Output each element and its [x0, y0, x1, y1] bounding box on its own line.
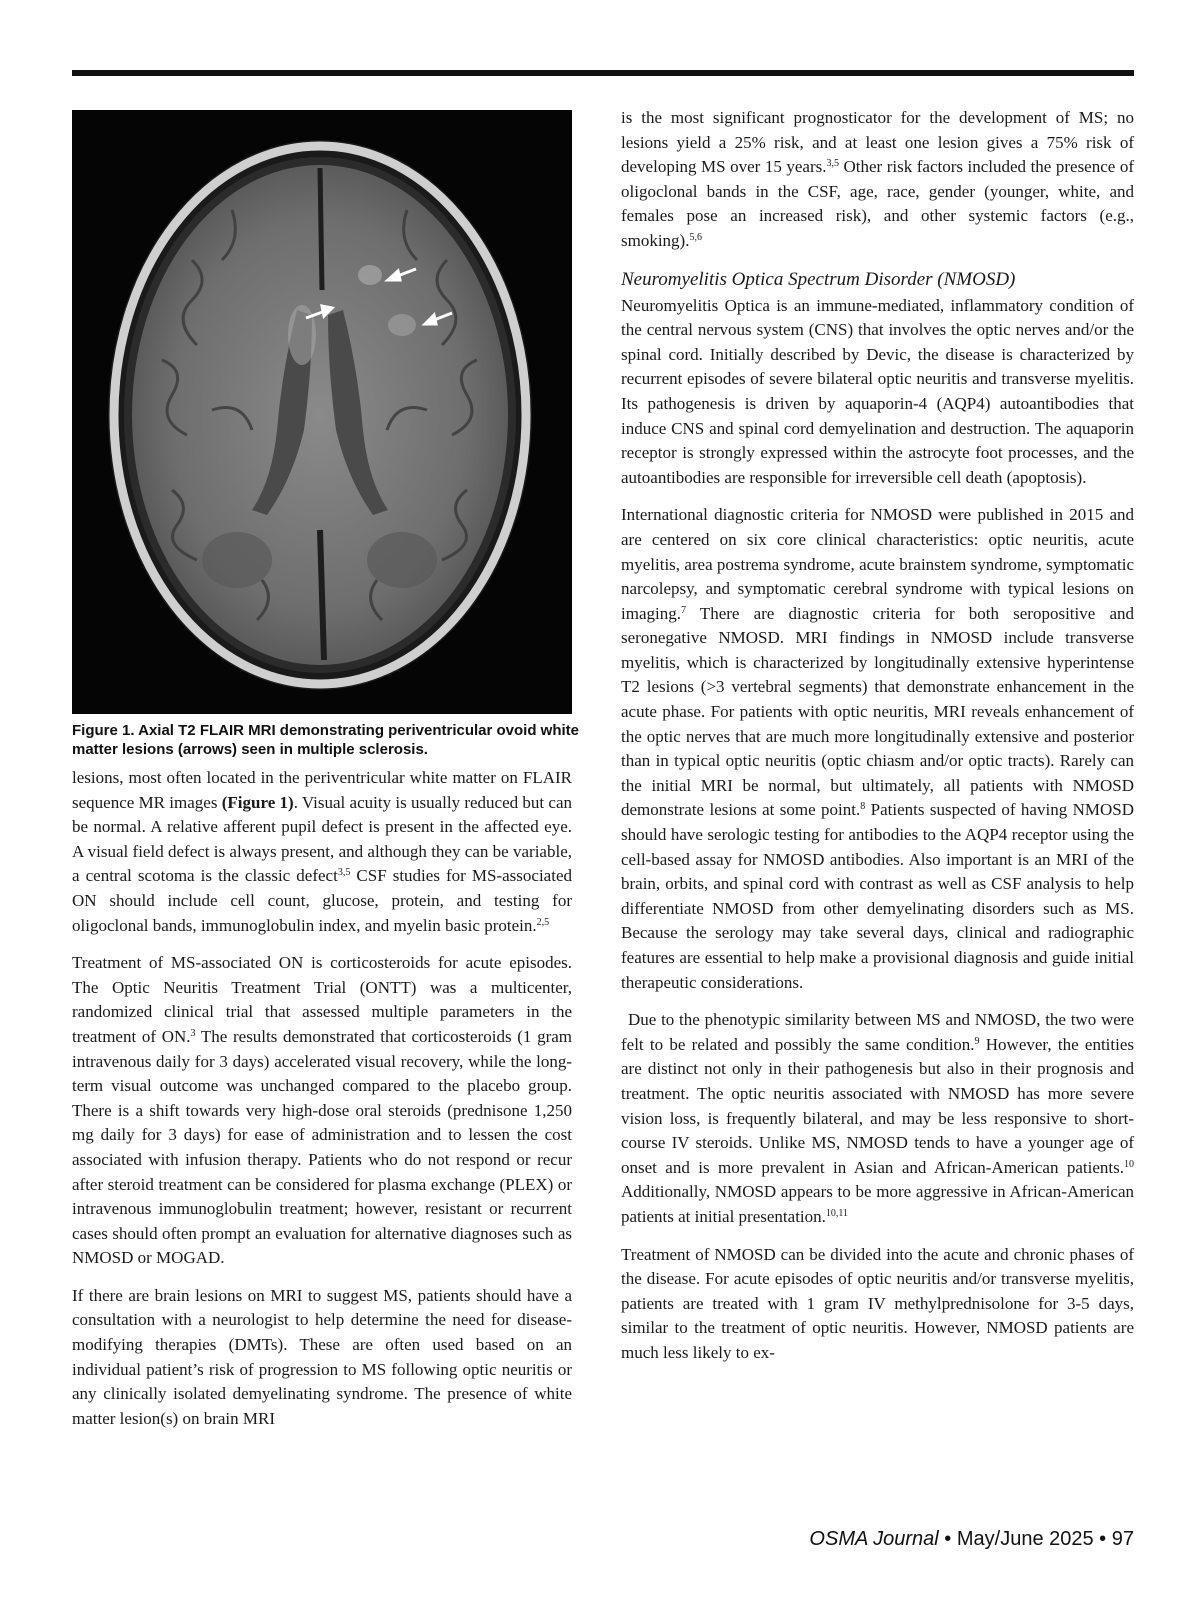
- paragraph: Treatment of MS-associated ON is corticosteroids for acute episodes. The Optic Neuritis Treatment Trial (ONTT) was a multicenter, randomized clinical trial that assessed multiple parameters in the treatment of ON.$^3$ The results demonstrated that corticosteroids (1 gram intravenous daily for 3 days) accelerated visual recovery, while the long-term visual outcome was unchanged compared to the placebo group. There is a shift towards very high-dose oral steroids (prednisone 1,250 mg daily for 3 days) for ease of administration and to lessen the cost associated with infusion therapy. Patients who do not respond or recur after steroid treatment can be considered for plasma exchange (PLEX) or intravenous immunoglobulin treatment; however, resistant or recurrent cases should often prompt an evaluation for alternative diagnoses such as NMOSD or MOGAD.: [72, 953, 572, 1268]
- citation: 3,5: [337, 867, 351, 879]
- journal-name: OSMA Journal: [809, 1528, 939, 1550]
- paragraph: lesions, most often located in the periventricular white matter on FLAIR sequence MR images (Figure 1). Visual acuity is usually reduced but can be normal. A relative afferent pupil defect is present in the affected eye. A visual field defect is always present, and although they can be variable, a central scotoma is the classic defect$^{3,5}$ CSF studies for MS-associated ON should include cell count, glucose, protein, and testing for oligoclonal bands, immunoglobulin index, and myelin basic protein.$^{2,5}$: [72, 768, 573, 935]
- right-column: [621, 106, 1134, 1379]
- figure-1-mri-image: [72, 110, 572, 714]
- axial-flair-mri-brain-image: [72, 110, 572, 714]
- page-number: 97: [1111, 1528, 1134, 1550]
- page-footer: [809, 1528, 1134, 1551]
- citation: 2,5: [536, 916, 550, 928]
- citation: 8: [860, 801, 866, 813]
- footer-separator: •: [1093, 1528, 1112, 1550]
- left-column: [72, 766, 572, 1444]
- paragraph: Neuromyelitis Optica is an immune-mediated, inflammatory condition of the central nervous system (CNS) that involves the optic nerves and/or the spinal cord. Initially described by Devic, the disease is characterized by recurrent episodes of severe bilateral optic neuritis and transverse myelitis. Its pathogenesis is driven by aquaporin-4 (AQP4) autoantibodies that induce CNS and spinal cord demyelination and destruction. The aquaporin receptor is strongly expressed within the astrocyte foot processes, and the autoantibodies are responsible for irreversible cell death (apoptosis).: [621, 295, 1134, 487]
- paragraph: International diagnostic criteria for NMOSD were published in 2015 and are centered on six core clinical characteristics: optic neuritis, acute myelitis, area postrema syndrome, acute brainstem syndrome, symptomatic narcolepsy, and symptomatic cerebral syndrome with typical lesions on imaging.$^7$ There are diagnostic criteria for both seropositive and seronegative NMOSD. MRI findings in NMOSD include transverse myelitis, which is characterized by longitudinally extensive hyperintense T2 lesions (>3 vertebral segments) that demonstrate enhancement in the acute phase. For patients with optic neuritis, MRI reveals enhancement of the optic nerves that are much more longitudinally extensive and posterior than in typical optic neuritis (optic chiasm and/or optic tracts). Rarely can the initial MRI be normal, but ultimately, all patients with NMOSD demonstrate lesions at some point.$^8$ Patients suspected of having NMOSD should have serologic testing for antibodies to the AQP4 receptor using the cell-based assay for NMOSD antibodies. Also important is an MRI of the brain, orbits, and spinal cord with contrast as well as CSF analysis to help differentiate NMOSD from other demyelinating disorders such as MS. Because the serology may take several days, clinical and radiographic features are essential to help make a provisional diagnosis and guide initial therapeutic considerations.: [621, 505, 1134, 992]
- issue-date: May/June 2025: [956, 1528, 1094, 1550]
- citation: 10: [1124, 1158, 1134, 1170]
- figure-reference: (Figure 1): [221, 792, 294, 812]
- citation: 3: [190, 1027, 196, 1039]
- paragraph: is the most significant prognosticator for the development of MS; no lesions yield a 25% risk, and at least one lesion gives a 75% risk of developing MS over 15 years.$^{3,5}$ Other risk factors included the presence of oligoclonal bands in the CSF, age, race, gender (younger, white, and females pose an increased risk), and other systemic factors (e.g., smoking).$^{5,6}$: [621, 108, 1134, 250]
- paragraph: Due to the phenotypic similarity between MS and NMOSD, the two were felt to be related and possibly the same condition.$^9$ However, the entities are distinct not only in their pathogenesis but also in their prognosis and treatment. The optic neuritis associated with NMOSD has more severe vision loss, is frequently bilateral, and may be less responsive to short-course IV steroids. Unlike MS, NMOSD tends to have a younger age of onset and is more prevalent in Asian and African-American patients.$^{10}$ Additionally, NMOSD appears to be more aggressive in African-American patients at initial presentation.$^{10,11}$: [621, 1010, 1134, 1226]
- figure-1-caption: Figure 1. Axial T2 FLAIR MRI demonstrating periventricular ovoid white matter lesions (arrows) seen in multiple sclerosis.: [72, 722, 580, 758]
- citation: 5,6: [689, 231, 702, 243]
- paragraph: Treatment of NMOSD can be divided into the acute and chronic phases of the disease. For acute episodes of optic neuritis and/or transverse myelitis, patients are treated with 1 gram IV methylprednisolone for 3-5 days, similar to the treatment of optic neuritis. However, NMOSD patients are much less likely to ex-: [621, 1244, 1134, 1362]
- citation: 10,11: [825, 1207, 849, 1219]
- paragraph: If there are brain lesions on MRI to suggest MS, patients should have a consultation with a neurologist to help determine the need for disease-modifying therapies (DMTs). These are often used based on an individual patient’s risk of progression to MS following optic neuritis or any clinically isolated demyelinating syndrome. The presence of white matter lesion(s) on brain MRI: [72, 1285, 572, 1428]
- citation: 3,5: [826, 158, 839, 170]
- header-rule: [72, 70, 1134, 76]
- citation: 7: [680, 604, 686, 616]
- footer-separator: •: [938, 1528, 957, 1550]
- section-heading: Neuromyelitis Optica Spectrum Disorder (NMOSD): [621, 268, 1016, 290]
- citation: 9: [974, 1035, 980, 1047]
